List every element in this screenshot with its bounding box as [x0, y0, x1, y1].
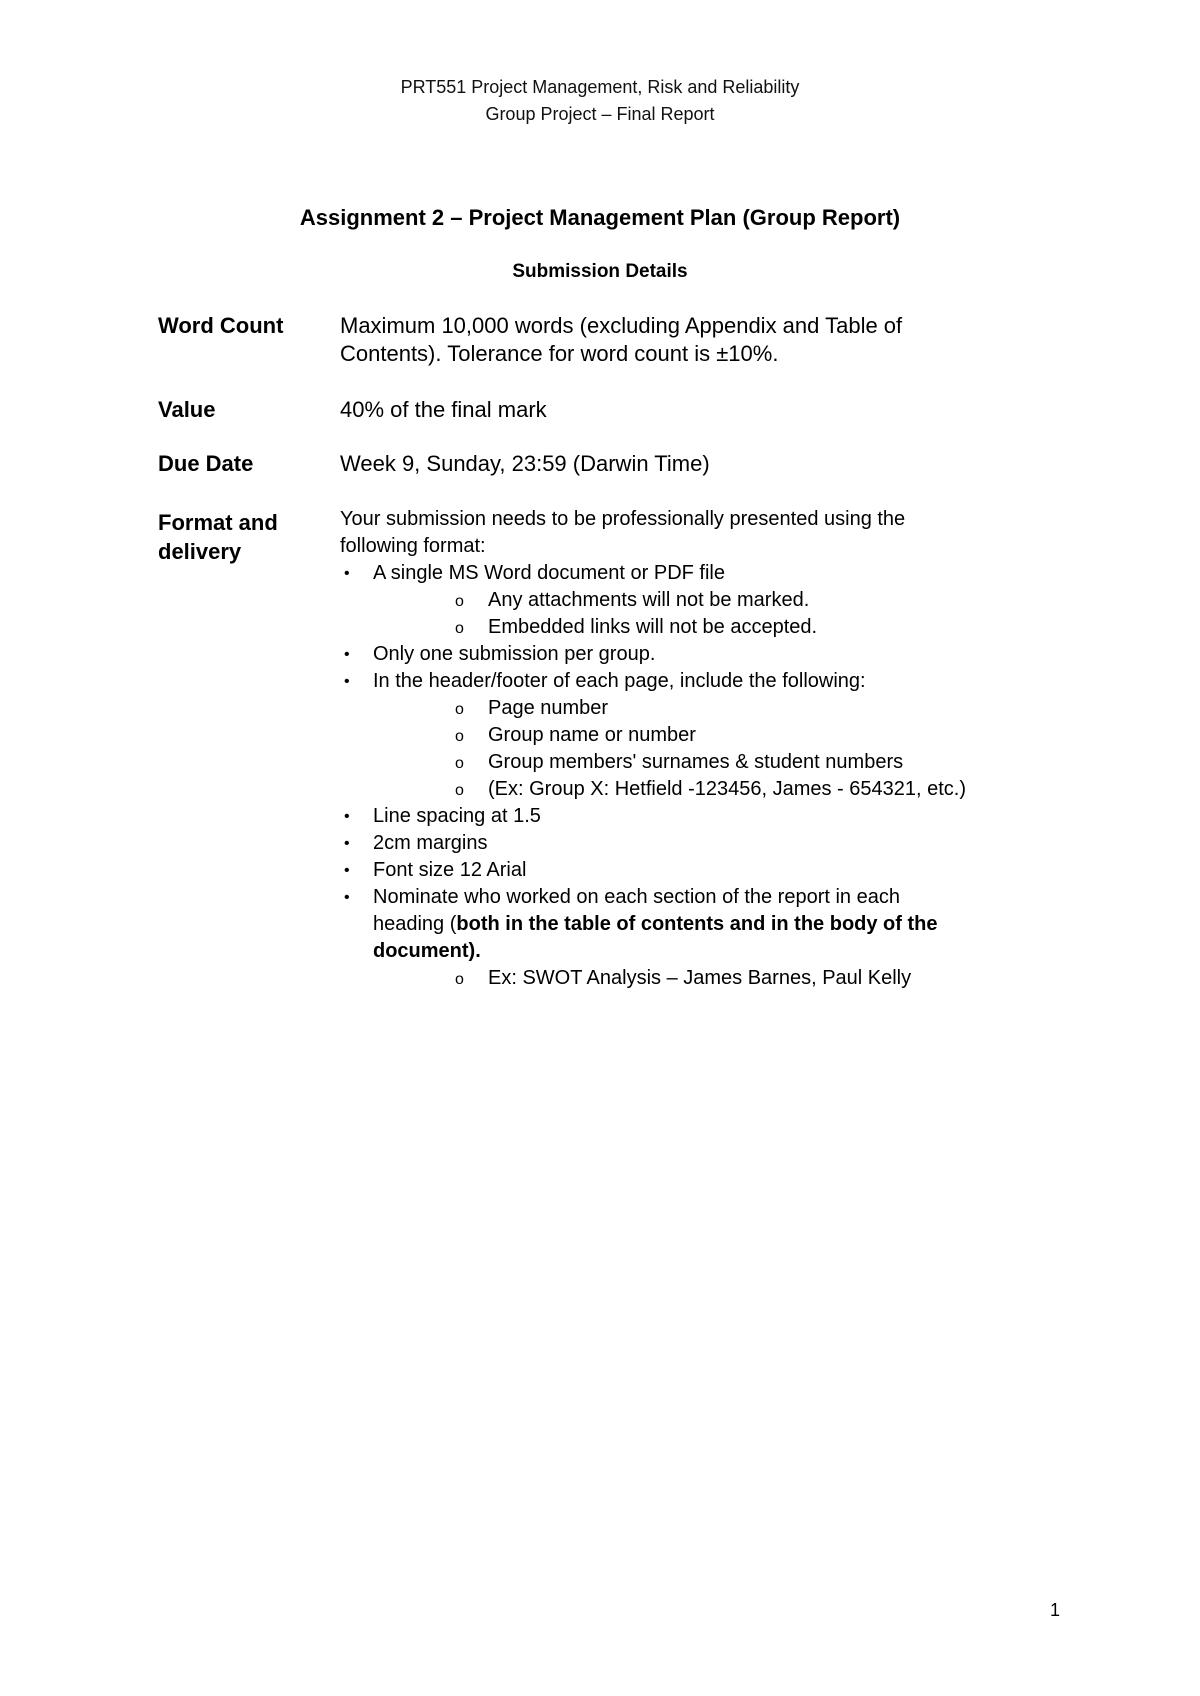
circle-bullet-icon: o — [455, 971, 464, 988]
value-label: Value — [158, 397, 216, 422]
circle-bullet-icon: o — [455, 782, 464, 799]
value-text: 40% of the final mark — [340, 397, 547, 422]
word-count-line: Contents). Tolerance for word count is ±10%. — [340, 341, 779, 366]
list-item: • Only one submission per group. — [340, 641, 1060, 668]
word-count-line: Maximum 10,000 words (excluding Appendix and Table of — [340, 313, 903, 338]
bullet-icon: • — [344, 673, 350, 690]
list-item: • Nominate who worked on each section of the report in each — [340, 884, 1060, 911]
page-number: 1 — [1049, 1600, 1060, 1620]
circle-bullet-icon: o — [455, 593, 464, 610]
sub-list-item: o Ex: SWOT Analysis – James Barnes, Paul Kelly — [340, 965, 1060, 992]
list-item: • In the header/footer of each page, include the following: — [340, 668, 1060, 695]
list-item-continuation: heading (both in the table of contents and in the body of the — [373, 913, 938, 935]
list-item: • 2cm margins — [340, 830, 1060, 857]
word-count-label: Word Count — [158, 313, 284, 338]
assignment-title: Assignment 2 – Project Management Plan (Group Report) — [299, 205, 901, 230]
sub-list-item: o Any attachments will not be marked. — [340, 587, 1060, 614]
due-date-label: Due Date — [158, 451, 254, 476]
sub-list-item: o Embedded links will not be accepted. — [340, 614, 1060, 641]
sub-list-item: o (Ex: Group X: Hetfield -123456, James - 654321, etc.) — [340, 776, 1060, 803]
format-intro: following format: — [340, 535, 486, 557]
list-item: • A single MS Word document or PDF file — [340, 560, 1060, 587]
circle-bullet-icon: o — [455, 755, 464, 772]
bullet-icon: • — [344, 862, 350, 879]
emphasis-text: both in the table of contents and in the body of the — [456, 913, 938, 935]
list-item: • Font size 12 Arial — [340, 857, 1060, 884]
sub-list-item: o Page number — [340, 695, 1060, 722]
format-intro: Your submission needs to be professionally presented using the — [340, 508, 906, 530]
due-date-text: Week 9, Sunday, 23:59 (Darwin Time) — [340, 451, 710, 476]
sub-list-item: o Group name or number — [340, 722, 1060, 749]
list-item: • Line spacing at 1.5 — [340, 803, 1060, 830]
header-course-title: PRT551 Project Management, Risk and Reliability — [400, 77, 800, 97]
format-requirements — [340, 506, 1060, 992]
header-report-title: Group Project – Final Report — [485, 104, 715, 124]
format-label-line: delivery — [158, 539, 242, 564]
bullet-icon: • — [344, 808, 350, 825]
bullet-icon: • — [344, 835, 350, 852]
circle-bullet-icon: o — [455, 701, 464, 718]
circle-bullet-icon: o — [455, 728, 464, 745]
sub-list-item: o Group members' surnames & student numbers — [340, 749, 1060, 776]
emphasis-text: document). — [373, 940, 481, 962]
list-item-continuation — [340, 938, 1060, 965]
submission-details-heading: Submission Details — [512, 261, 688, 282]
word-count-value — [340, 312, 1060, 368]
circle-bullet-icon: o — [455, 620, 464, 637]
bullet-icon: • — [344, 889, 350, 906]
page-header — [0, 74, 1200, 128]
bullet-icon: • — [344, 565, 350, 582]
format-label-line: Format and — [158, 510, 278, 535]
format-label — [158, 508, 338, 566]
bullet-icon: • — [344, 646, 350, 663]
